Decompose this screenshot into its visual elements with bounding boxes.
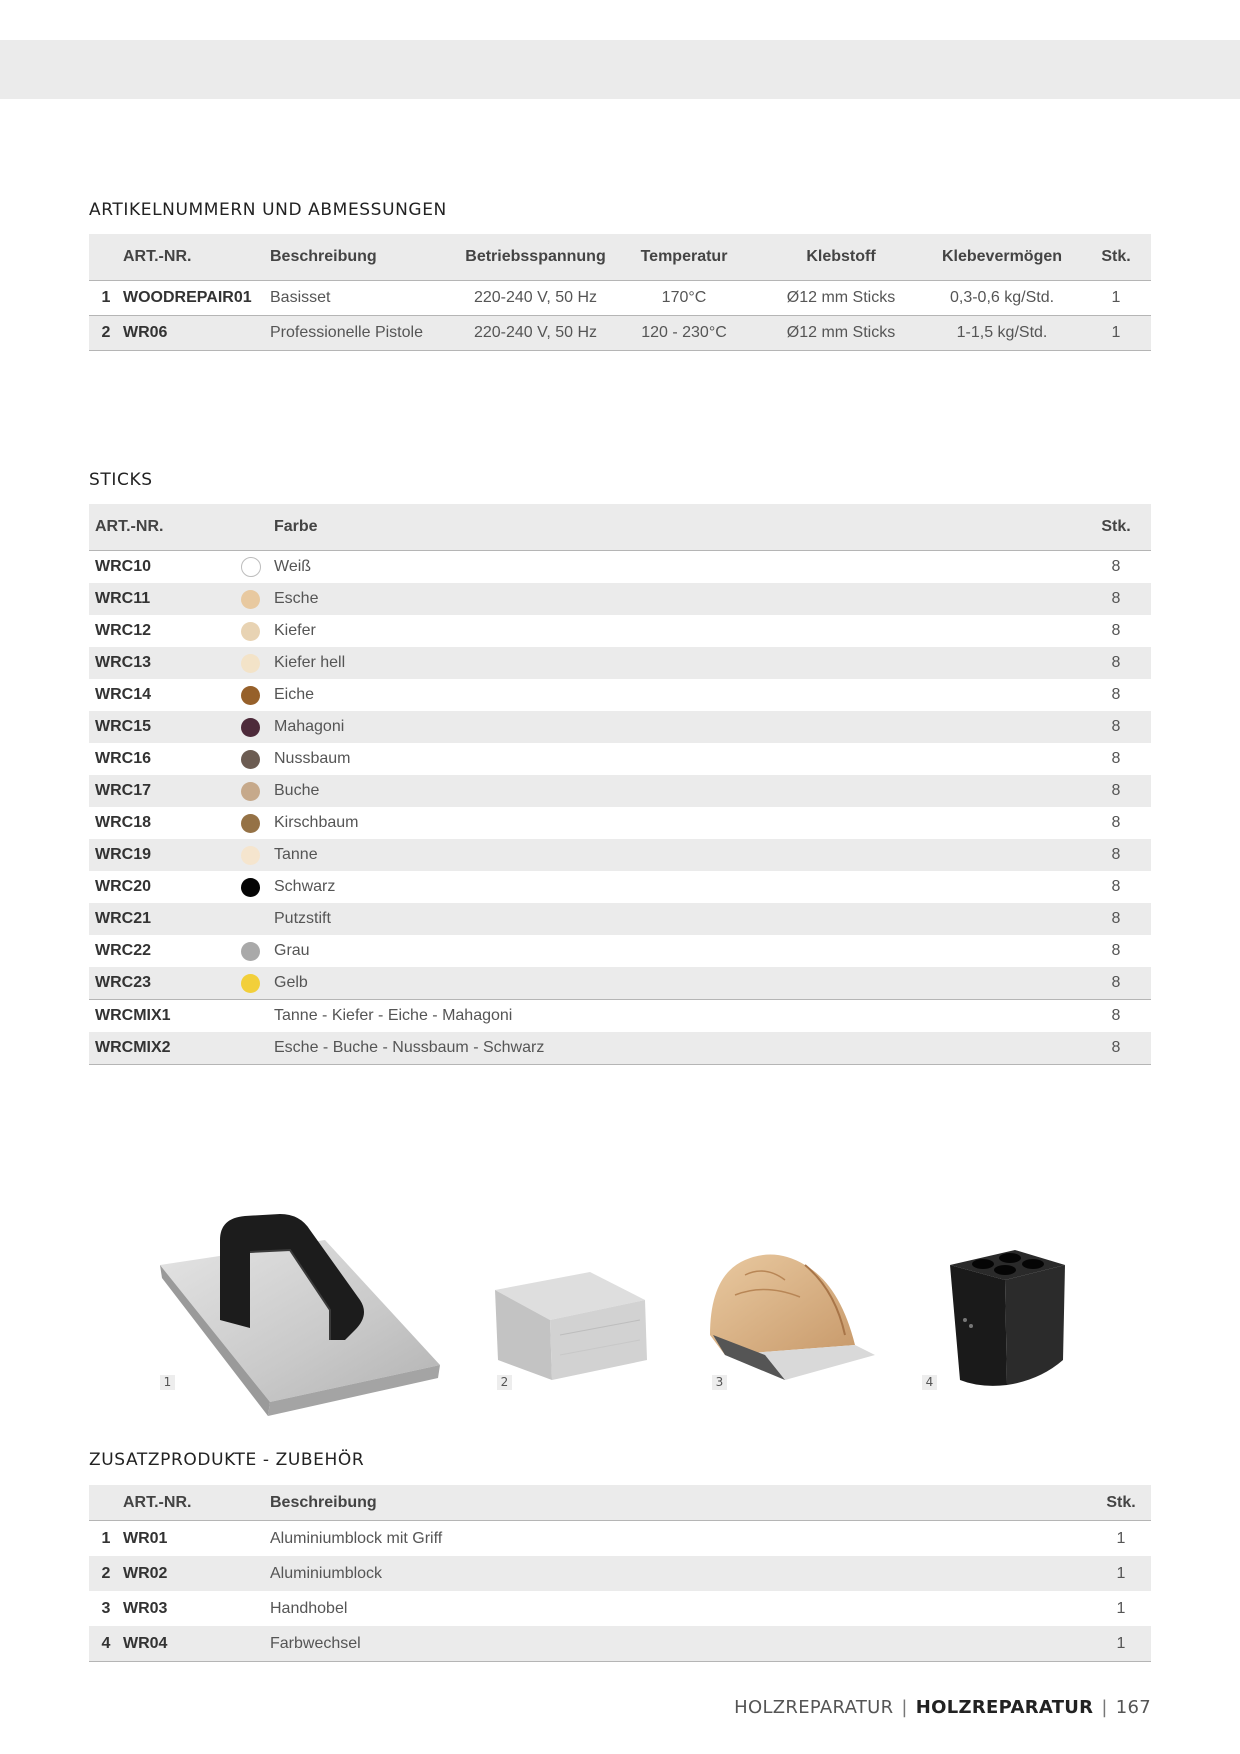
- adhesive: Ø12 mm Sticks: [759, 316, 923, 351]
- section-title-sticks: STICKS: [89, 470, 153, 490]
- footer-section: HOLZREPARATUR: [915, 1697, 1094, 1718]
- color-swatch-icon: [241, 590, 260, 609]
- table-row: [89, 1556, 1151, 1591]
- table-row: [89, 316, 1151, 351]
- swatch-cell: [241, 775, 274, 807]
- col-header: ART.-NR.: [123, 1485, 270, 1521]
- quantity: 1: [1091, 1626, 1151, 1662]
- row-number: 1: [101, 1529, 111, 1547]
- col-header: Stk.: [1091, 1485, 1151, 1521]
- adhesive: Ø12 mm Sticks: [759, 281, 923, 316]
- article-number: WR01: [123, 1529, 168, 1547]
- footer-separator: |: [1101, 1697, 1108, 1718]
- quantity: 8: [1111, 814, 1121, 831]
- table-row: [89, 967, 1151, 1000]
- article-number: WRC11: [89, 583, 241, 615]
- page-footer: [734, 1697, 1151, 1718]
- color-swatch-icon: [241, 974, 260, 993]
- col-header: Temperatur: [609, 234, 759, 281]
- col-header: Betriebsspannung: [462, 234, 609, 281]
- description: Handhobel: [270, 1599, 348, 1617]
- color-swatch-icon: [241, 686, 260, 705]
- quantity: 8: [1111, 558, 1121, 575]
- row-number: 4: [89, 1626, 123, 1662]
- articles-table: [89, 234, 1151, 351]
- description: Aluminiumblock: [270, 1556, 1091, 1591]
- col-header: Klebevermögen: [923, 234, 1081, 281]
- quantity: 8: [1111, 750, 1121, 767]
- article-number: WRC13: [89, 647, 241, 679]
- color-name: Kiefer: [274, 622, 316, 639]
- swatch-cell: [241, 679, 274, 711]
- table-row: [89, 583, 1151, 615]
- table-row: [89, 1521, 1151, 1557]
- row-number: 1: [89, 281, 123, 316]
- image-number: 2: [497, 1375, 512, 1390]
- quantity: 8: [1081, 839, 1151, 871]
- quantity: 8: [1081, 967, 1151, 1000]
- article-number: WRC22: [95, 942, 152, 959]
- quantity: 1: [1116, 1529, 1126, 1547]
- aluminium-block-image: [490, 1260, 650, 1400]
- capacity: 1-1,5 kg/Std.: [923, 316, 1081, 351]
- article-number: WR04: [123, 1626, 270, 1662]
- table-row: [89, 679, 1151, 711]
- article-number: WR06: [123, 316, 270, 351]
- article-number: WR02: [123, 1556, 270, 1591]
- image-number: 3: [712, 1375, 727, 1390]
- article-number: WRC10: [95, 558, 152, 575]
- color-name: Kirschbaum: [274, 814, 359, 831]
- quantity: 8: [1111, 942, 1121, 959]
- swatch-cell: [241, 711, 274, 743]
- col-header: Farbe: [274, 504, 1081, 551]
- table-row: [89, 743, 1151, 775]
- article-number: WRCMIX1: [89, 1000, 241, 1033]
- swatch-cell: [241, 871, 274, 903]
- accessory-images: [0, 1190, 1240, 1430]
- col-header: Beschreibung: [270, 1485, 1091, 1521]
- article-number: WRC14: [95, 686, 152, 703]
- row-number: 3: [101, 1599, 111, 1617]
- quantity: 8: [1111, 878, 1121, 895]
- table-row: [89, 1626, 1151, 1662]
- color-swatch-icon: [241, 750, 260, 769]
- article-number: WRC15: [89, 711, 241, 743]
- swatch-cell: [241, 807, 274, 839]
- quantity: 1: [1081, 316, 1151, 351]
- color-name: Tanne: [274, 839, 1081, 871]
- aluminium-block-with-handle-image: [150, 1190, 450, 1420]
- voltage: 220-240 V, 50 Hz: [462, 281, 609, 316]
- row-number: 2: [89, 1556, 123, 1591]
- swatch-cell: [241, 583, 274, 615]
- quantity: 8: [1111, 622, 1121, 639]
- table-row: [89, 1032, 1151, 1065]
- description: Professionelle Pistole: [270, 316, 462, 351]
- color-name: Buche: [274, 775, 1081, 807]
- color-name: Putzstift: [274, 903, 1081, 935]
- color-swatch-icon: [241, 814, 260, 833]
- article-number: WRC17: [89, 775, 241, 807]
- color-swatch-icon: [241, 782, 260, 801]
- article-number: WRC16: [95, 750, 152, 767]
- table-row: [89, 935, 1151, 967]
- article-number: WRC20: [95, 878, 152, 895]
- quantity: 1: [1116, 1599, 1126, 1617]
- article-number: WOODREPAIR01: [123, 281, 270, 316]
- color-name: Kiefer hell: [274, 647, 1081, 679]
- swatch-cell: [241, 967, 274, 1000]
- quantity: 1: [1091, 1556, 1151, 1591]
- table-row: [89, 839, 1151, 871]
- table-row: [89, 615, 1151, 647]
- color-swatch-icon: [241, 654, 260, 673]
- footer-separator: |: [901, 1697, 908, 1718]
- image-number: 1: [160, 1375, 175, 1390]
- color-name: Weiß: [274, 558, 312, 575]
- color-name: Schwarz: [274, 878, 336, 895]
- article-number: WR03: [123, 1599, 168, 1617]
- article-number: WRCMIX2: [89, 1032, 241, 1065]
- table-header-row: [89, 1485, 1151, 1521]
- section-title-articles: ARTIKELNUMMERN UND ABMESSUNGEN: [89, 200, 447, 220]
- description: Farbwechsel: [270, 1626, 1091, 1662]
- hand-plane-image: [705, 1235, 885, 1395]
- table-row: [89, 871, 1151, 903]
- swatch-cell: [241, 551, 274, 584]
- table-row: [89, 711, 1151, 743]
- voltage: 220-240 V, 50 Hz: [462, 316, 609, 351]
- row-number: 2: [89, 316, 123, 351]
- quantity: 8: [1081, 647, 1151, 679]
- col-header: ART.-NR.: [123, 234, 270, 281]
- color-swatch-icon: [241, 942, 260, 961]
- swatch-cell: [241, 839, 274, 871]
- description: Basisset: [270, 281, 462, 316]
- quantity: 8: [1111, 686, 1121, 703]
- color-swatch-icon: [241, 718, 260, 737]
- swatch-cell: [241, 615, 274, 647]
- temperature: 170°C: [609, 281, 759, 316]
- swatch-cell: [241, 1000, 274, 1033]
- article-number: WRC19: [89, 839, 241, 871]
- page-number: 167: [1115, 1697, 1151, 1718]
- color-swatch-icon: [241, 557, 261, 577]
- article-number: WRC12: [95, 622, 152, 639]
- article-number: WRC18: [95, 814, 152, 831]
- table-row: [89, 807, 1151, 839]
- col-header: Stk.: [1081, 504, 1151, 551]
- capacity: 0,3-0,6 kg/Std.: [923, 281, 1081, 316]
- color-name: Esche - Buche - Nussbaum - Schwarz: [274, 1032, 1081, 1065]
- sticks-table: [89, 504, 1151, 1065]
- color-changer-image: [945, 1240, 1075, 1390]
- color-swatch-icon: [241, 622, 260, 641]
- col-header: Beschreibung: [270, 234, 462, 281]
- table-header-row: [89, 504, 1151, 551]
- color-name: Grau: [274, 942, 310, 959]
- col-header: Stk.: [1081, 234, 1151, 281]
- swatch-cell: [241, 903, 274, 935]
- quantity: 8: [1081, 775, 1151, 807]
- color-name: Esche: [274, 583, 1081, 615]
- col-header: Klebstoff: [759, 234, 923, 281]
- color-swatch-icon: [241, 846, 260, 865]
- quantity: 8: [1081, 1000, 1151, 1033]
- quantity: 8: [1081, 583, 1151, 615]
- section-title-accessories: ZUSATZPRODUKTE - ZUBEHÖR: [89, 1450, 365, 1470]
- quantity: 8: [1081, 903, 1151, 935]
- swatch-cell: [241, 935, 274, 967]
- swatch-cell: [241, 647, 274, 679]
- color-name: Gelb: [274, 967, 1081, 1000]
- color-name: Tanne - Kiefer - Eiche - Mahagoni: [274, 1000, 1081, 1033]
- swatch-cell: [241, 743, 274, 775]
- swatch-cell: [241, 1032, 274, 1065]
- footer-category: HOLZREPARATUR: [734, 1697, 894, 1718]
- table-row: [89, 1591, 1151, 1626]
- header-band: [0, 40, 1240, 99]
- article-number: WRC23: [89, 967, 241, 1000]
- color-name: Eiche: [274, 686, 315, 703]
- quantity: 8: [1081, 711, 1151, 743]
- col-header: ART.-NR.: [89, 504, 241, 551]
- table-row: [89, 281, 1151, 316]
- color-name: Mahagoni: [274, 711, 1081, 743]
- table-row: [89, 1000, 1151, 1033]
- temperature: 120 - 230°C: [609, 316, 759, 351]
- color-swatch-icon: [241, 878, 260, 897]
- table-row: [89, 903, 1151, 935]
- quantity: 8: [1081, 1032, 1151, 1065]
- article-number: WRC21: [89, 903, 241, 935]
- description: Aluminiumblock mit Griff: [270, 1529, 443, 1547]
- image-number: 4: [922, 1375, 937, 1390]
- accessories-table: [89, 1485, 1151, 1662]
- table-row: [89, 775, 1151, 807]
- table-row: [89, 647, 1151, 679]
- color-name: Nussbaum: [274, 750, 351, 767]
- table-header-row: [89, 234, 1151, 281]
- quantity: 1: [1081, 281, 1151, 316]
- table-row: [89, 551, 1151, 584]
